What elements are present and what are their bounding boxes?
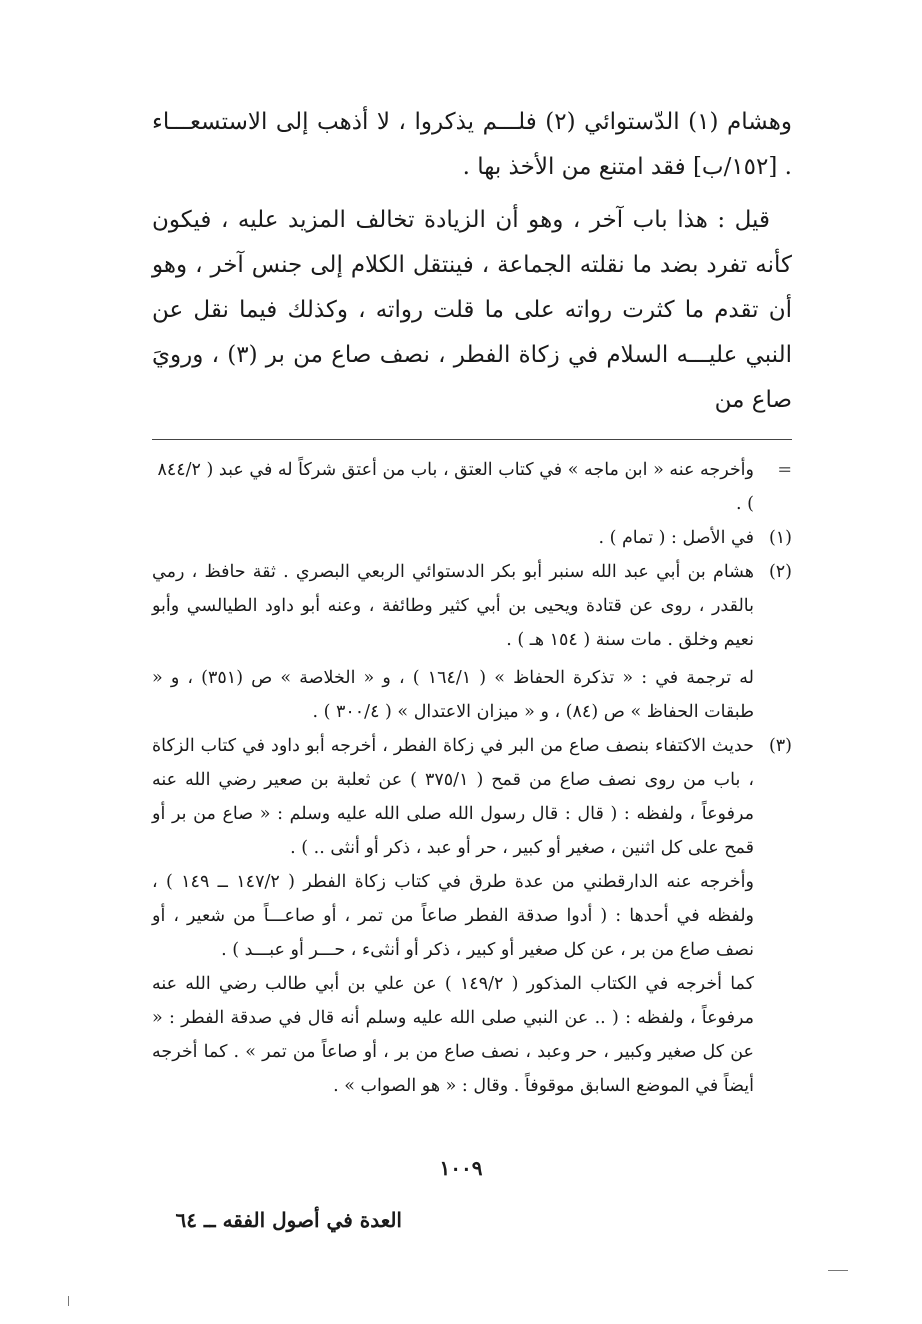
continuation-text: وأخرجه عنه « ابن ماجه » في كتاب العتق ، باب من أعتق شركاً له في عبد ( ٨٤٤/٢ ) .	[157, 460, 754, 514]
footnote-number: (٢)	[768, 562, 792, 582]
footnote-2	[152, 555, 792, 729]
separator-line	[152, 439, 792, 440]
footnote-continuation	[152, 453, 792, 521]
running-footer: العدة في أصول الفقه ــ ٦٤	[175, 1208, 402, 1232]
footnote-text: كما أخرجه في الكتاب المذكور ( ١٤٩/٢ ) عن علي بن أبي طالب رضي الله عنه مرفوعاً ، ولفظه : ( .. عن النبي صلى الله عليه وسلم أنه قال في صدقة الفطر : « عن كل صغير وكبير ، حر وعبد ، نصف صاع من بر ، أو صاعاً من تمر » . كما أخرجه أيضاً في الموضع السابق موقوفاً . وقال : « هو الصواب » .	[152, 974, 754, 1096]
footnote-separator	[152, 431, 792, 449]
main-text	[152, 100, 792, 423]
footnote-3	[152, 729, 792, 1103]
page-body	[152, 100, 792, 1103]
continuation-marker: =	[777, 460, 792, 480]
footnotes	[152, 453, 792, 1103]
main-paragraph-1: وهشام (١) الدّستوائي (٢) فلـــم يذكروا ، لا أذهب إلى الاستسعـــاء . [١٥٢/ب] فقد امتنع من الأخذ بها .	[152, 109, 792, 180]
footnote-text: وأخرجه عنه الدارقطني من عدة طرق في كتاب زكاة الفطر ( ١٤٧/٢ ــ ١٤٩ ) ، ولفظه في أحدها : ( أدوا صدقة الفطر صاعاً من تمر ، أو صاعـــاً من شعير ، أو نصف صاع من بر ، عن كل صغير أو كبير ، ذكر أو أنثىء ، حـــر أو عبـــد ) .	[152, 872, 754, 960]
scan-mark	[68, 1296, 69, 1306]
footnote-1	[152, 521, 792, 555]
footnote-number: (١)	[768, 528, 792, 548]
footnote-number: (٣)	[768, 736, 792, 756]
footnote-text: هشام بن أبي عبد الله سنبر أبو بكر الدستوائي الربعي البصري . ثقة حافظ ، رمي بالقدر ، روى عن قتادة ويحيى بن أبي كثير وطائفة ، وعنه أبو داود الطيالسي وأبو نعيم وخلق . مات سنة ( ١٥٤ هـ ) .	[152, 562, 754, 650]
page-number: ١٠٠٩	[439, 1156, 483, 1180]
footnote-text: حديث الاكتفاء بنصف صاع من البر في زكاة الفطر ، أخرجه أبو داود في كتاب الزكاة ، باب من روى نصف صاع من قمح ( ٣٧٥/١ ) عن ثعلبة بن صعير رضي الله عنه مرفوعاً ، ولفظه : ( قال : قال رسول الله صلى الله عليه وسلم : « صاع من بر أو قمح على كل اثنين ، صغير أو كبير ، حر أو عبد ، ذكر أو أنثى .. ) .	[152, 736, 754, 858]
footnote-text: له ترجمة في : « تذكرة الحفاظ » ( ١٦٤/١ ) ، و « الخلاصة » ص (٣٥١) ، و « طبقات الحفاظ » ص (٨٤) ، و « ميزان الاعتدال » ( ٣٠٠/٤ ) .	[152, 668, 754, 722]
main-paragraph-2: قيل : هذا باب آخر ، وهو أن الزيادة تخالف المزيد عليه ، فيكون كأنه تفرد بضد ما نقلته الجماعة ، فينتقل الكلام إلى جنس آخر ، وهو أن تقدم ما كثرت رواته على ما قلت رواته ، وكذلك فيما نقل عن النبي عليـــه السلام في زكاة الفطر ، نصف صاع من بر (٣) ، ورويَ صاع من	[152, 207, 793, 413]
footnote-text: في الأصل : ( تمام ) .	[598, 528, 754, 548]
scan-mark	[828, 1270, 848, 1271]
